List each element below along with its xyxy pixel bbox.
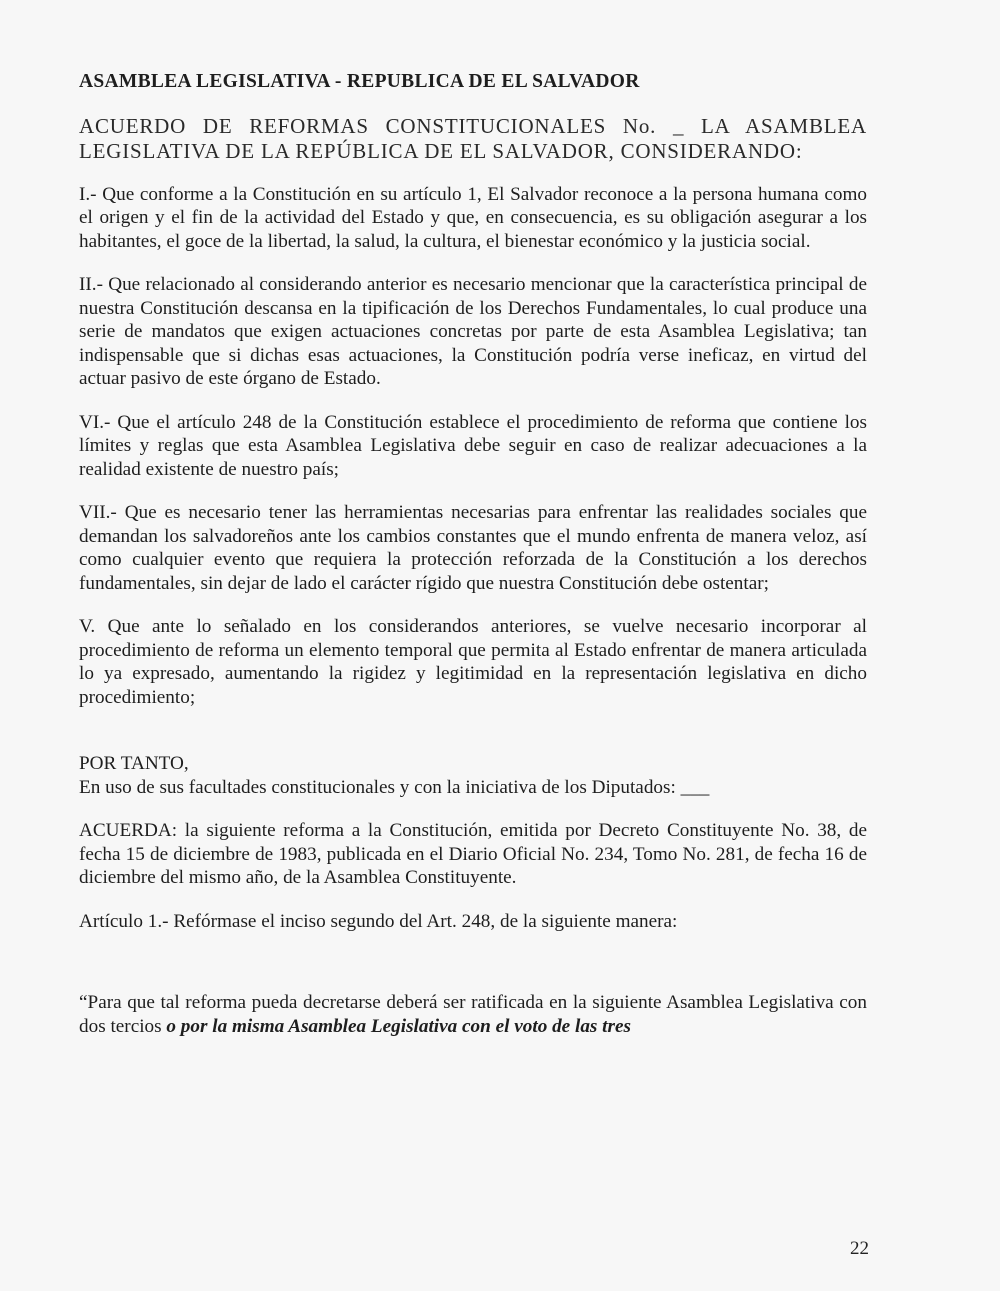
considerando-ii: II.- Que relacionado al considerando anterior es necesario mencionar que la característica principal de nuestra Constitución descansa en la tipificación de los Derechos Fundamentales, lo cual produce una serie de mandatos que exigen actuaciones concretas por parte de esta Asamblea Legislativa; tan indispensable que si dichas esas actuaciones, la Constitución podría verse ineficaz, en virtud del actuar pasivo de este órgano de Estado. bbox=[79, 274, 867, 389]
considerando-vii: VII.- Que es necesario tener las herramientas necesarias para enfrentar las realidades sociales que demandan los salvadoreños ante los cambios constantes que el mundo enfrenta de manera veloz, así como cualquier evento que requiera la protección reforzada de la Constitución a los derechos fundamentales, sin dejar de lado el carácter rígido que nuestra Constitución debe ostentar; bbox=[79, 502, 867, 594]
considerando-i: I.- Que conforme a la Constitución en su artículo 1, El Salvador reconoce a la persona humana como el origen y el fin de la actividad del Estado y que, en consecuencia, es su obligación asegurar a los habitantes, el goce de la libertad, la salud, la cultura, el bienestar económico y la justicia social. bbox=[79, 183, 867, 252]
page-number: 22 bbox=[850, 1238, 869, 1259]
considerando-vi: VI.- Que el artículo 248 de la Constitución establece el procedimiento de reforma que contiene los límites y reglas que esta Asamblea Legislativa debe seguir en caso de realizar adecuaciones a la realidad existente de nuestro país; bbox=[79, 411, 867, 480]
reform-quote bbox=[79, 991, 867, 1038]
en-uso-de-facultades: En uso de sus facultades constitucionales y con la iniciativa de los Diputados: ___ bbox=[79, 776, 710, 798]
reform-quote-emphasis: o por la misma Asamblea Legislativa con el voto de las tres bbox=[166, 1015, 631, 1037]
articulo-1: Artículo 1.- Refórmase el inciso segundo del Art. 248, de la siguiente manera: bbox=[79, 910, 678, 932]
document-body bbox=[79, 70, 867, 1038]
considerando-v: V. Que ante lo señalado en los considerandos anteriores, se vuelve necesario incorporar al procedimiento de reforma un elemento temporal que permita al Estado enfrentar de manera articulada lo ya expresado, aumentando la rigidez y legitimidad en la representación legislativa en dicho procedimiento; bbox=[79, 616, 867, 708]
reform-quote-text: “Para que tal reforma pueda decretarse deberá ser ratificada en la siguiente Asamblea Legislativa con dos tercios bbox=[79, 992, 867, 1037]
agreement-title: ACUERDO DE REFORMAS CONSTITUCIONALES No. _ LA ASAMBLEA LEGISLATIVA DE LA REPÚBLICA DE EL SALVADOR, CONSIDERANDO: bbox=[79, 113, 867, 163]
document-heading: ASAMBLEA LEGISLATIVA - REPUBLICA DE EL SALVADOR bbox=[79, 71, 640, 92]
por-tanto: POR TANTO, bbox=[79, 753, 189, 774]
acuerda-paragraph: ACUERDA: la siguiente reforma a la Constitución, emitida por Decreto Constituyente No. 38, de fecha 15 de diciembre de 1983, publicada en el Diario Oficial No. 234, Tomo No. 281, de fecha 16 de diciembre del mismo año, de la Asamblea Constituyente. bbox=[79, 820, 867, 888]
